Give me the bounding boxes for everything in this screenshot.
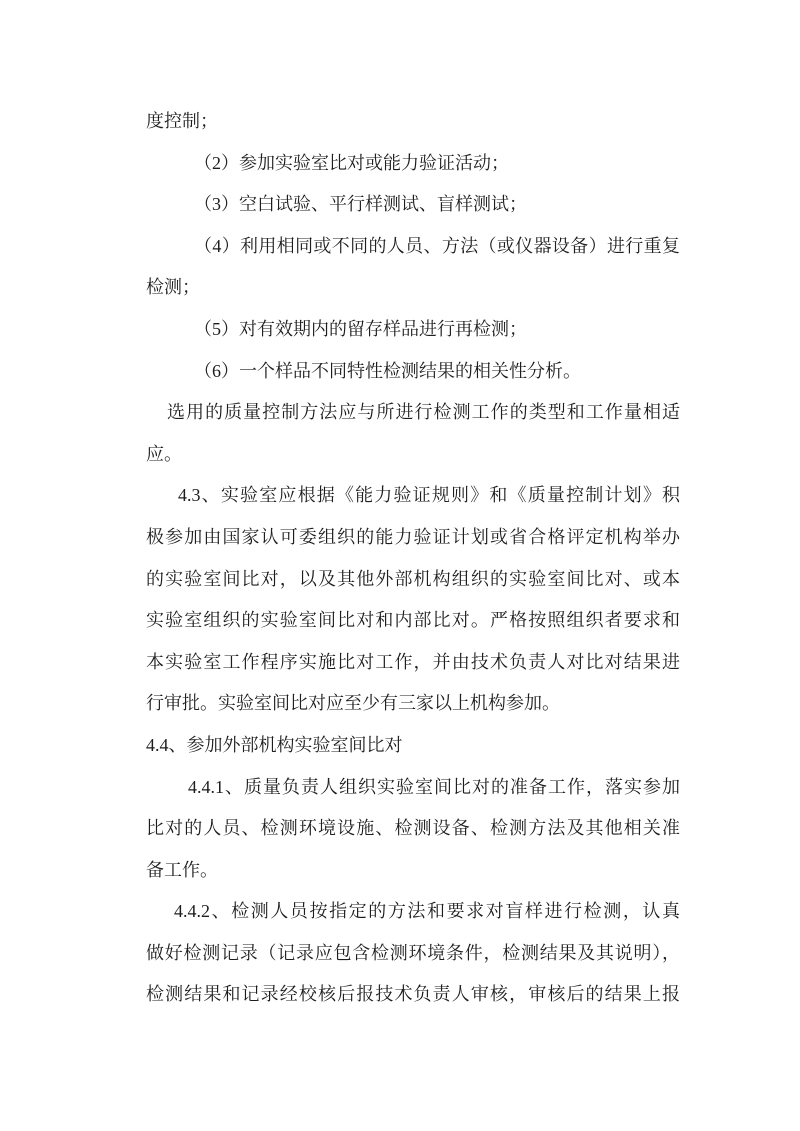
text-line: （2）参加实验室比对或能力验证活动；: [194, 152, 509, 173]
text-line: 度控制；: [146, 111, 218, 131]
text-line: （5）对有效期内的留存样品进行再检测；: [194, 318, 527, 339]
text-line: 比对的人员、检测环境设施、检测设备、检测方法及其他相关准: [146, 818, 680, 839]
text-line: （3）空白试验、平行样测试、盲样测试；: [194, 194, 527, 215]
section-heading-4-4-2: 4.4.2、检测人员按指定的方法和要求对盲样进行检测，认真: [174, 901, 680, 922]
text-line: 的实验室间比对，以及其他外部机构组织的实验室间比对、或本: [146, 568, 680, 589]
text-line: 选用的质量控制方法应与所进行检测工作的类型和工作量相适: [167, 402, 680, 423]
text-line: （6）一个样品不同特性检测结果的相关性分析。: [194, 360, 581, 381]
text-line: 检测；: [146, 277, 200, 298]
text-line: 做好检测记录（记录应包含检测环境条件，检测结果及其说明），: [146, 942, 680, 963]
text-line: 本实验室工作程序实施比对工作，并由技术负责人对比对结果进: [146, 651, 680, 672]
document-text-column: [146, 101, 680, 1016]
text-line: 实验室组织的实验室间比对和内部比对。严格按照组织者要求和: [146, 610, 680, 631]
text-line: 备工作。: [146, 859, 218, 880]
section-heading-4-4: 4.4、参加外部机构实验室间比对: [146, 734, 403, 755]
section-heading-4-3: 4.3、实验室应根据《能力验证规则》和《质量控制计划》积: [178, 485, 680, 506]
text-line: （4）利用相同或不同的人员、方法（或仪器设备）进行重复: [194, 235, 680, 256]
text-line: 行审批。实验室间比对应至少有三家以上机构参加。: [146, 693, 560, 714]
text-line: 检测结果和记录经校核后报技术负责人审核，审核后的结果上报: [146, 984, 680, 1005]
text-line: 极参加由国家认可委组织的能力验证计划或省合格评定机构举办: [146, 526, 680, 547]
section-heading-4-4-1: 4.4.1、质量负责人组织实验室间比对的准备工作，落实参加: [188, 776, 680, 797]
text-line: 应。: [146, 443, 182, 464]
